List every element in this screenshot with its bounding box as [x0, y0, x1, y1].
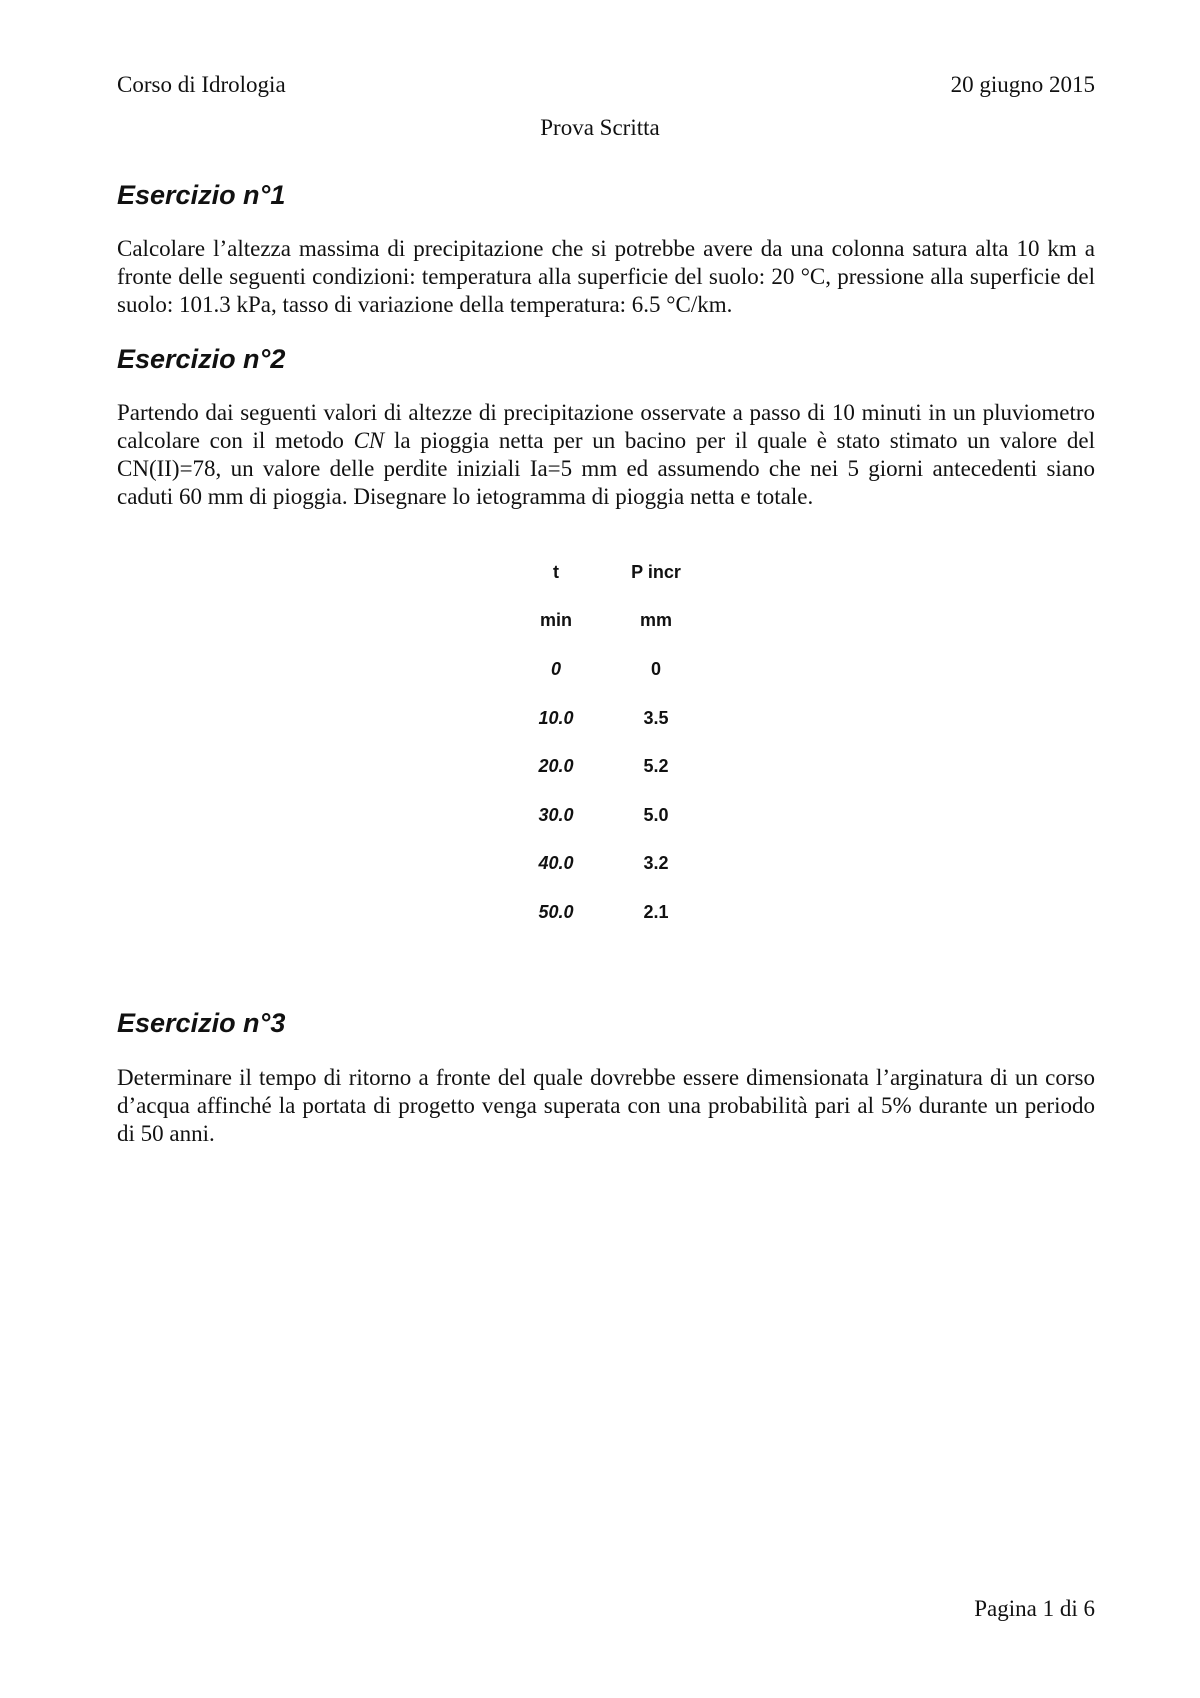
exercise-2-text — [117, 399, 1095, 511]
table-cell-rain: 5.2 — [643, 756, 669, 777]
table-header-row — [521, 548, 721, 597]
exam-date: 20 giugno 2015 — [950, 72, 1095, 97]
table-row — [521, 645, 721, 694]
table-units-row — [521, 597, 721, 646]
exercise-3-title: Esercizio n°3 — [117, 1008, 286, 1038]
table-row — [521, 791, 721, 840]
table-row — [521, 888, 721, 937]
table-cell-time: 40.0 — [538, 853, 574, 874]
table-cell-time: 0 — [550, 658, 561, 679]
table-unit-t: min — [539, 610, 572, 631]
page-number: Pagina 1 di 6 — [974, 1596, 1095, 1621]
table-row — [521, 742, 721, 791]
course-name: Corso di Idrologia — [117, 72, 286, 97]
table-cell-rain: 5.0 — [643, 804, 669, 825]
table-row — [521, 694, 721, 743]
table-cell-rain: 3.5 — [643, 707, 669, 728]
table-cell-time: 50.0 — [538, 901, 574, 922]
exercise-2-text-part1: Partendo dai seguenti valori di altezze di precipitazione osservate a passo di 10 minuti in un pluviometro calcolare con il metodo — [117, 400, 1095, 453]
table-cell-time: 20.0 — [538, 756, 574, 777]
table-cell-rain: 0 — [650, 658, 661, 679]
exercise-3-text: Determinare il tempo di ritorno a fronte del quale dovrebbe essere dimensionata l’arginatura di un corso d’acqua affinché la portata di progetto venga superata con una probabilità pari al 5% durante un periodo di 50 anni. — [117, 1065, 1095, 1146]
table-row — [521, 840, 721, 889]
table-cell-time: 10.0 — [538, 707, 574, 728]
table-cell-time: 30.0 — [538, 804, 574, 825]
table-cell-rain: 3.2 — [643, 853, 669, 874]
exam-subtitle: Prova Scritta — [540, 115, 660, 140]
exercise-1-title: Esercizio n°1 — [117, 180, 286, 210]
exercise-2-text-method: CN — [353, 428, 385, 453]
exercise-1-text: Calcolare l’altezza massima di precipitazione che si potrebbe avere da una colonna satura alta 10 km a fronte delle seguenti condizioni: temperatura alla superficie del suolo: 20 °C, pressione alla superficie del suolo: 101.3 kPa, tasso di variazione della temperatura: 6.5 °C/km. — [117, 236, 1095, 317]
rainfall-table — [521, 548, 721, 937]
exercise-2-text-part2: la pioggia netta per un bacino per il quale è stato stimato un valore del CN(II)=78, un valore delle perdite iniziali Ia=5 mm ed assumendo che nei 5 giorni antecedenti siano caduti 60 mm di pioggia. Disegnare lo ietogramma di pioggia netta e totale. — [117, 428, 1095, 509]
table-header-t: t — [553, 561, 559, 582]
table-cell-rain: 2.1 — [643, 901, 669, 922]
exercise-2-title: Esercizio n°2 — [117, 344, 286, 374]
table-unit-p: mm — [639, 610, 672, 631]
table-header-p: P incr — [631, 561, 681, 582]
